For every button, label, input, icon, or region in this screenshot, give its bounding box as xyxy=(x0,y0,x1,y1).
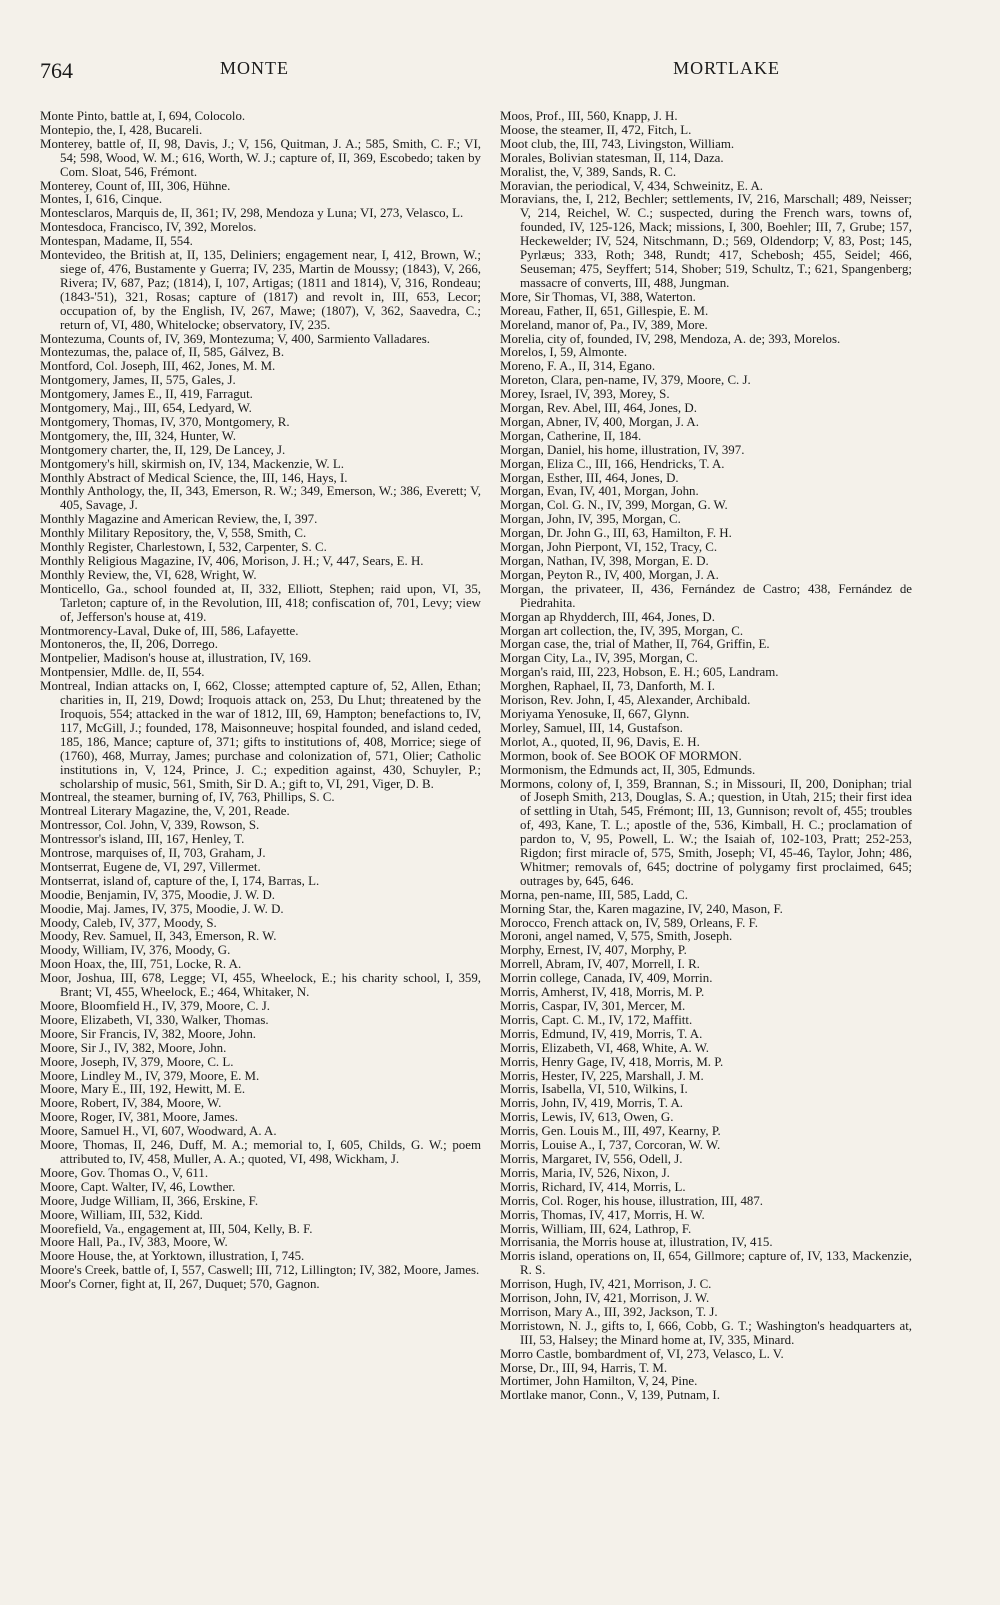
index-entry: Morrison, Hugh, IV, 421, Morrison, J. C. xyxy=(500,1277,712,1292)
header-right-word: MORTLAKE xyxy=(673,58,780,78)
index-entry: Morgan, Esther, III, 464, Jones, D. xyxy=(500,470,679,485)
index-entry: Morgan, Dr. John G., III, 63, Hamilton, F. H. xyxy=(500,526,732,541)
index-entry: Morris, Caspar, IV, 301, Mercer, M. xyxy=(500,999,686,1013)
index-entry: Moos, Prof., III, 560, Knapp, J. H. xyxy=(500,109,678,123)
index-entry: Morrell, Abram, IV, 407, Morrell, I. R. xyxy=(500,957,700,972)
index-entry: Moriyama Yenosuke, II, 667, Glynn. xyxy=(500,706,690,721)
index-entry: Morris island, operations on, II, 654, Gillmore; capture of, IV, 133, Mackenzie, R. S. xyxy=(500,1249,912,1278)
right-column xyxy=(500,110,912,1403)
index-entry: Monthly Magazine and American Review, the, I, 397. xyxy=(40,512,318,527)
index-entry: Montreal Literary Magazine, the, V, 201, Reade. xyxy=(40,804,290,819)
index-entry: Montgomery charter, the, II, 129, De Lancey, J. xyxy=(40,442,286,457)
index-entry: Morris, Henry Gage, IV, 418, Morris, M. P. xyxy=(500,1054,724,1069)
index-entry: Montpelier, Madison's house at, illustration, IV, 169. xyxy=(40,651,312,666)
index-entry: Moore, Judge William, II, 366, Erskine, F. xyxy=(40,1193,259,1208)
index-entry: Morgan, the privateer, II, 436, Fernández de Castro; 438, Fernández de Piedrahita. xyxy=(500,581,912,610)
index-entry: Morgan, Abner, IV, 400, Morgan, J. A. xyxy=(500,414,699,429)
page-number: 764 xyxy=(40,58,73,83)
index-entry: Monterey, battle of, II, 98, Davis, J.; V, 156, Quitman, J. A.; 585, Smith, C. F.; VI, 54; 598, Wood, W. M.; 616, Worth, W. J.; capture of, II, 369, Escobedo; taken by Com. Sloat, 546, Frémont. xyxy=(40,136,481,179)
header-left-word: MONTE xyxy=(220,58,289,78)
index-entry: Monthly Religious Magazine, IV, 406, Morison, J. H.; V, 447, Sears, E. H. xyxy=(40,554,424,568)
index-entry: Moreland, manor of, Pa., IV, 389, More. xyxy=(500,317,708,332)
index-entry: Moodie, Maj. James, IV, 375, Moodie, J. W. D. xyxy=(40,901,284,916)
index-entry: Moore, Gov. Thomas O., V, 611. xyxy=(40,1165,209,1180)
index-entry: Moot club, the, III, 743, Livingston, William. xyxy=(500,136,735,151)
index-entry: Morning Star, the, Karen magazine, IV, 240, Mason, F. xyxy=(500,901,783,916)
index-entry: Morrison, John, IV, 421, Morrison, J. W. xyxy=(500,1291,710,1306)
index-entry: Monthly Register, Charlestown, I, 532, Carpenter, S. C. xyxy=(40,540,327,555)
index-entry: Moore House, the, at Yorktown, illustration, I, 745. xyxy=(40,1249,305,1264)
index-entry: Moralist, the, V, 389, Sands, R. C. xyxy=(500,164,677,179)
index-entry: Montgomery, James E., II, 419, Farragut. xyxy=(40,387,253,402)
index-entry: Moore, Elizabeth, VI, 330, Walker, Thomas. xyxy=(40,1012,269,1027)
index-entry: Moody, Caleb, IV, 377, Moody, S. xyxy=(40,915,217,930)
index-entry: Mormonism, the Edmunds act, II, 305, Edmunds. xyxy=(500,762,756,777)
index-entry: Morgan, Evan, IV, 401, Morgan, John. xyxy=(500,484,699,499)
index-entry: Morrin college, Canada, IV, 409, Morrin. xyxy=(500,971,713,986)
index-entry: Moody, William, IV, 376, Moody, G. xyxy=(40,943,231,958)
index-entry: Morghen, Raphael, II, 73, Danforth, M. I. xyxy=(500,679,715,694)
index-entry: Montserrat, Eugene de, VI, 297, Villermet. xyxy=(40,859,261,874)
index-entry: Morris, Gen. Louis M., III, 497, Kearny, P. xyxy=(500,1124,721,1139)
index-entry: Monthly Anthology, the, II, 343, Emerson, R. W.; 349, Emerson, W.; 386, Everett; V, 405, Savage, J. xyxy=(40,484,481,513)
index-entry: Montoneros, the, II, 206, Dorrego. xyxy=(40,637,218,652)
index-entry: Moreno, F. A., II, 314, Egano. xyxy=(500,359,656,374)
index-entry: Montmorency-Laval, Duke of, III, 586, Lafayette. xyxy=(40,623,299,638)
index-entry: Moody, Rev. Samuel, II, 343, Emerson, R. W. xyxy=(40,929,277,944)
index-entry: Montressor's island, III, 167, Henley, T. xyxy=(40,832,245,847)
index-entry: Morgan City, La., IV, 395, Morgan, C. xyxy=(500,651,698,666)
index-entry: Morgan, John Pierpont, VI, 152, Tracy, C. xyxy=(500,540,718,555)
index-entry: Montreal, Indian attacks on, I, 662, Closse; attempted capture of, 52, Allen, Ethan; charities in, II, 219, Dowd; Iroquois attack on, 253, Du Lhut; threatened by the Iroquois, 554; attacked in the war of 1812, III, 69, Hampton; benefactions to, IV, 117, McGill, J.; founded, 178, Maisonneuve; hospital founded, and island ceded, 185, 186, Mance; capture of, 371; gifts to institutions of, 408, Morrice; siege of (1760), 468, Murray, James; purchase and colonization of, 571, Olier; Catholic institutions in, V, 124, Prince, J. C.; expedition against, 430, Schuyler, P.; scholarship of music, 561, Smith, Sir D. A.; gift to, VI, 291, Viger, D. B. xyxy=(40,679,481,791)
index-entry: Morrison, Mary A., III, 392, Jackson, T. J. xyxy=(500,1304,718,1319)
index-entry: Moore's Creek, battle of, I, 557, Caswell; III, 712, Lillington; IV, 382, Moore, James. xyxy=(40,1263,480,1278)
index-entry: Morris, Maria, IV, 526, Nixon, J. xyxy=(500,1165,670,1180)
index-entry: Morgan, Daniel, his home, illustration, IV, 397. xyxy=(500,442,745,457)
index-entry: Moravians, the, I, 212, Bechler; settlements, IV, 216, Marschall; 489, Neisser; V, 214, Reichel, W. C.; suspected, during the French wars, towns of, founded, IV, 125-126, Mack; missions, I, 300, Boehler; III, 7, Grube; 157, Heckewelder; IV, 524, Nitschmann, D.; 569, Oldendorp; V, 83, Post; 145, Pyrlæus; 333, Roth; 348, Rundt; 417, Schebosh; 455, Seidel; 466, Seuseman; 475, Seyffert; 514, Shober; 519, Schultz, T.; 621, Spangenberg; massacre of converts, III, 488, Jungman. xyxy=(500,192,912,290)
index-entry: Morgan, John, IV, 395, Morgan, C. xyxy=(500,512,681,527)
index-entry: Morgan case, the, trial of Mather, II, 764, Griffin, E. xyxy=(500,637,770,652)
running-header xyxy=(40,58,780,88)
index-entry: Moor, Joshua, III, 678, Legge; VI, 455, Wheelock, E.; his charity school, I, 359, Brant; VI, 455, Wheelock, E.; 464, Whitaker, N. xyxy=(40,971,481,1000)
index-entry: Montepio, the, I, 428, Bucareli. xyxy=(40,122,203,137)
index-entry: Morgan, Rev. Abel, III, 464, Jones, D. xyxy=(500,401,697,416)
index-entry: Moore, Roger, IV, 381, Moore, James. xyxy=(40,1110,238,1125)
index-entry: Monticello, Ga., school founded at, II, 332, Elliott, Stephen; raid upon, VI, 35, Tarleton; capture of, in the Revolution, III, 418; confiscation of, 701, Levy; view of, Jefferson's house at, 419. xyxy=(40,581,481,624)
index-entry: Morris, William, III, 624, Lathrop, F. xyxy=(500,1221,692,1236)
index-entry: Montgomery, the, III, 324, Hunter, W. xyxy=(40,428,236,443)
index-entry: Morris, Hester, IV, 225, Marshall, J. M. xyxy=(500,1068,704,1083)
index-entry: Moore, Lindley M., IV, 379, Moore, E. M. xyxy=(40,1068,260,1083)
index-entry: Moore, Sir Francis, IV, 382, Moore, John. xyxy=(40,1026,257,1041)
index-entry: Montesclaros, Marquis de, II, 361; IV, 298, Mendoza y Luna; VI, 273, Velasco, L. xyxy=(40,206,464,221)
index-entry: Moore, Bloomfield H., IV, 379, Moore, C. J. xyxy=(40,999,270,1013)
index-entry: Montserrat, island of, capture of the, I, 174, Barras, L. xyxy=(40,873,320,888)
index-entry: Montgomery, Thomas, IV, 370, Montgomery, R. xyxy=(40,414,290,429)
index-entry: Morro Castle, bombardment of, VI, 273, Velasco, L. V. xyxy=(500,1346,784,1361)
index-entry: Moroni, angel named, V, 575, Smith, Joseph. xyxy=(500,929,733,944)
index-entry: Morris, Louise A., I, 737, Corcoran, W. W. xyxy=(500,1138,721,1153)
index-entry: Morgan, Peyton R., IV, 400, Morgan, J. A. xyxy=(500,567,719,582)
index-entry: Mortlake manor, Conn., V, 139, Putnam, I. xyxy=(500,1388,720,1403)
index-entry: Montrose, marquises of, II, 703, Graham, J. xyxy=(40,846,266,861)
index-entry: Morlot, A., quoted, II, 96, Davis, E. H. xyxy=(500,734,700,749)
index-entry: Morris, Capt. C. M., IV, 172, Maffitt. xyxy=(500,1012,693,1027)
index-entry: Moor's Corner, fight at, II, 267, Duquet; 570, Gagnon. xyxy=(40,1277,320,1292)
index-entry: Morison, Rev. John, I, 45, Alexander, Archibald. xyxy=(500,693,751,708)
index-entry: Morgan ap Rhydderch, III, 464, Jones, D. xyxy=(500,609,715,624)
index-entry: Montpensier, Mdlle. de, II, 554. xyxy=(40,665,205,680)
index-entry: Morris, Col. Roger, his house, illustration, III, 487. xyxy=(500,1193,764,1208)
index-entry: Moore Hall, Pa., IV, 383, Moore, W. xyxy=(40,1235,228,1250)
index-entry: Montes, I, 616, Cinque. xyxy=(40,192,163,207)
index-entry: Morley, Samuel, III, 14, Gustafson. xyxy=(500,720,683,735)
index-entry: Morris, Richard, IV, 414, Morris, L. xyxy=(500,1179,686,1194)
index-entry: Moorefield, Va., engagement at, III, 504, Kelly, B. F. xyxy=(40,1221,313,1236)
index-entry: Moore, Joseph, IV, 379, Moore, C. L. xyxy=(40,1054,234,1069)
index-entry: Moodie, Benjamin, IV, 375, Moodie, J. W. D. xyxy=(40,887,276,902)
index-entry: Montespan, Madame, II, 554. xyxy=(40,234,193,249)
index-entry: Montressor, Col. John, V, 339, Rowson, S. xyxy=(40,818,260,833)
index-entry: Morelos, I, 59, Almonte. xyxy=(500,345,628,360)
index-entry: Montezuma, Counts of, IV, 369, Montezuma; V, 400, Sarmiento Valladares. xyxy=(40,331,431,346)
index-entry: Morphy, Ernest, IV, 407, Morphy, P. xyxy=(500,943,687,958)
index-entry: Moore, Samuel H., VI, 607, Woodward, A. A. xyxy=(40,1124,277,1139)
index-entry: Morgan, Col. G. N., IV, 399, Morgan, G. W. xyxy=(500,498,728,513)
index-entry: Montgomery's hill, skirmish on, IV, 134, Mackenzie, W. L. xyxy=(40,456,344,471)
index-entry: Morna, pen-name, III, 585, Ladd, C. xyxy=(500,887,688,902)
index-entry: Morris, John, IV, 419, Morris, T. A. xyxy=(500,1096,683,1111)
index-entry: Morgan, Nathan, IV, 398, Morgan, E. D. xyxy=(500,554,709,568)
index-entry: Montezumas, the, palace of, II, 585, Gálvez, B. xyxy=(40,345,285,360)
index-entry: Montgomery, James, II, 575, Gales, J. xyxy=(40,373,236,388)
index-entry: Moore, Thomas, II, 246, Duff, M. A.; memorial to, I, 605, Childs, G. W.; poem attributed to, IV, 458, Muller, A. A.; quoted, VI, 498, Wickham, J. xyxy=(40,1138,481,1166)
index-entry: Moon Hoax, the, III, 751, Locke, R. A. xyxy=(40,957,242,972)
index-entry: Monthly Abstract of Medical Science, the, III, 146, Hays, I. xyxy=(40,470,348,485)
index-entry: Morris, Thomas, IV, 417, Morris, H. W. xyxy=(500,1207,705,1222)
index-entry: Morrisania, the Morris house at, illustration, IV, 415. xyxy=(500,1235,773,1250)
index-entry: Morristown, N. J., gifts to, I, 666, Cobb, G. T.; Washington's headquarters at, III, 53, Halsey; the Minard home at, IV, 335, Minard. xyxy=(500,1318,912,1347)
index-entry: Morris, Amherst, IV, 418, Morris, M. P. xyxy=(500,985,705,1000)
index-entry: Morocco, French attack on, IV, 589, Orleans, F. F. xyxy=(500,915,758,930)
index-entry: Montevideo, the British at, II, 135, Deliniers; engagement near, I, 412, Brown, W.; siege of, 476, Bustamente y Guerra; IV, 235, Martin de Moussy; (1843), V, 266, Rivera; IV, 687, Paz; (1814), I, 107, Artigas; (1811 and 1814), V, 316, Rondeau; (1843-'51), 321, Rosas; capture of (1817) and revolt in, III, 653, Lecor; occupation of, by the English, IV, 267, Mawe; (1807), V, 362, Saavedra, C.; return of, VI, 480, Whitelocke; observatory, IV, 235. xyxy=(40,248,481,332)
index-entry: Montesdoca, Francisco, IV, 392, Morelos. xyxy=(40,220,257,235)
index-entry: Monthly Review, the, VI, 628, Wright, W. xyxy=(40,567,257,582)
index-entry: Moreton, Clara, pen-name, IV, 379, Moore, C. J. xyxy=(500,373,751,388)
index-entry: Montford, Col. Joseph, III, 462, Jones, M. M. xyxy=(40,359,276,374)
index-entry: Morse, Dr., III, 94, Harris, T. M. xyxy=(500,1360,668,1375)
index-entry: Monte Pinto, battle at, I, 694, Colocolo. xyxy=(40,109,246,123)
index-entry: Morris, Isabella, VI, 510, Wilkins, I. xyxy=(500,1082,688,1097)
index-entry: Monthly Military Repository, the, V, 558, Smith, C. xyxy=(40,526,307,541)
index-entry: Morris, Lewis, IV, 613, Owen, G. xyxy=(500,1110,674,1125)
index-entry: Moore, Sir J., IV, 382, Moore, John. xyxy=(40,1040,227,1055)
index-entry: Montreal, the steamer, burning of, IV, 763, Phillips, S. C. xyxy=(40,790,335,805)
index-entry: Mormons, colony of, I, 359, Brannan, S.; in Missouri, II, 200, Doniphan; trial of Joseph Smith, 213, Douglas, S. A.; question, in Utah, 215; their first idea of settling in Utah, 545, Frémont; III, 13, Gunnison; revolt of, 455; troubles of, 493, Kane, T. L.; apostle of the, 536, Kimball, H. C.; proclamation of pardon to, V, 95, Powell, L. W.; the Isaiah of, 102-103, Pratt; 252-253, Rigdon; first miracle of, 575, Smith, Joseph; VI, 45-46, Taylor, John; 486, Whitmer; removals of, 645; doctrine of polygamy first proclaimed, 645; outrages by, 645, 646. xyxy=(500,776,912,888)
index-entry: Mortimer, John Hamilton, V, 24, Pine. xyxy=(500,1374,698,1389)
index-entry: Moore, William, III, 532, Kidd. xyxy=(40,1207,203,1222)
index-entry: Moravian, the periodical, V, 434, Schweinitz, E. A. xyxy=(500,178,764,193)
left-column xyxy=(40,110,481,1292)
index-entry: Moose, the steamer, II, 472, Fitch, L. xyxy=(500,122,692,137)
index-entry: Montgomery, Maj., III, 654, Ledyard, W. xyxy=(40,401,252,416)
index-entry: Morales, Bolivian statesman, II, 114, Daza. xyxy=(500,150,724,165)
index-entry: Morris, Margaret, IV, 556, Odell, J. xyxy=(500,1151,683,1166)
index-entry: Morgan, Catherine, II, 184. xyxy=(500,428,642,443)
index-entry: Morgan, Eliza C., III, 166, Hendricks, T. A. xyxy=(500,456,725,471)
index-entry: Moore, Robert, IV, 384, Moore, W. xyxy=(40,1096,222,1111)
index-entry: Moore, Capt. Walter, IV, 46, Lowther. xyxy=(40,1179,236,1194)
index-entry: Monterey, Count of, III, 306, Hühne. xyxy=(40,178,231,193)
index-entry: More, Sir Thomas, VI, 388, Waterton. xyxy=(500,289,696,304)
index-entry: Morris, Edmund, IV, 419, Morris, T. A. xyxy=(500,1026,703,1041)
index-entry: Mormon, book of. See BOOK OF MORMON. xyxy=(500,748,742,763)
index-entry: Morgan art collection, the, IV, 395, Morgan, C. xyxy=(500,623,744,638)
index-entry: Morey, Israel, IV, 393, Morey, S. xyxy=(500,387,670,402)
index-entry: Morelia, city of, founded, IV, 298, Mendoza, A. de; 393, Morelos. xyxy=(500,331,841,346)
index-entry: Morgan's raid, III, 223, Hobson, E. H.; 605, Landram. xyxy=(500,665,779,680)
index-entry: Moreau, Father, II, 651, Gillespie, E. M. xyxy=(500,303,709,318)
index-entry: Moore, Mary E., III, 192, Hewitt, M. E. xyxy=(40,1082,246,1097)
index-entry: Morris, Elizabeth, VI, 468, White, A. W. xyxy=(500,1040,709,1055)
